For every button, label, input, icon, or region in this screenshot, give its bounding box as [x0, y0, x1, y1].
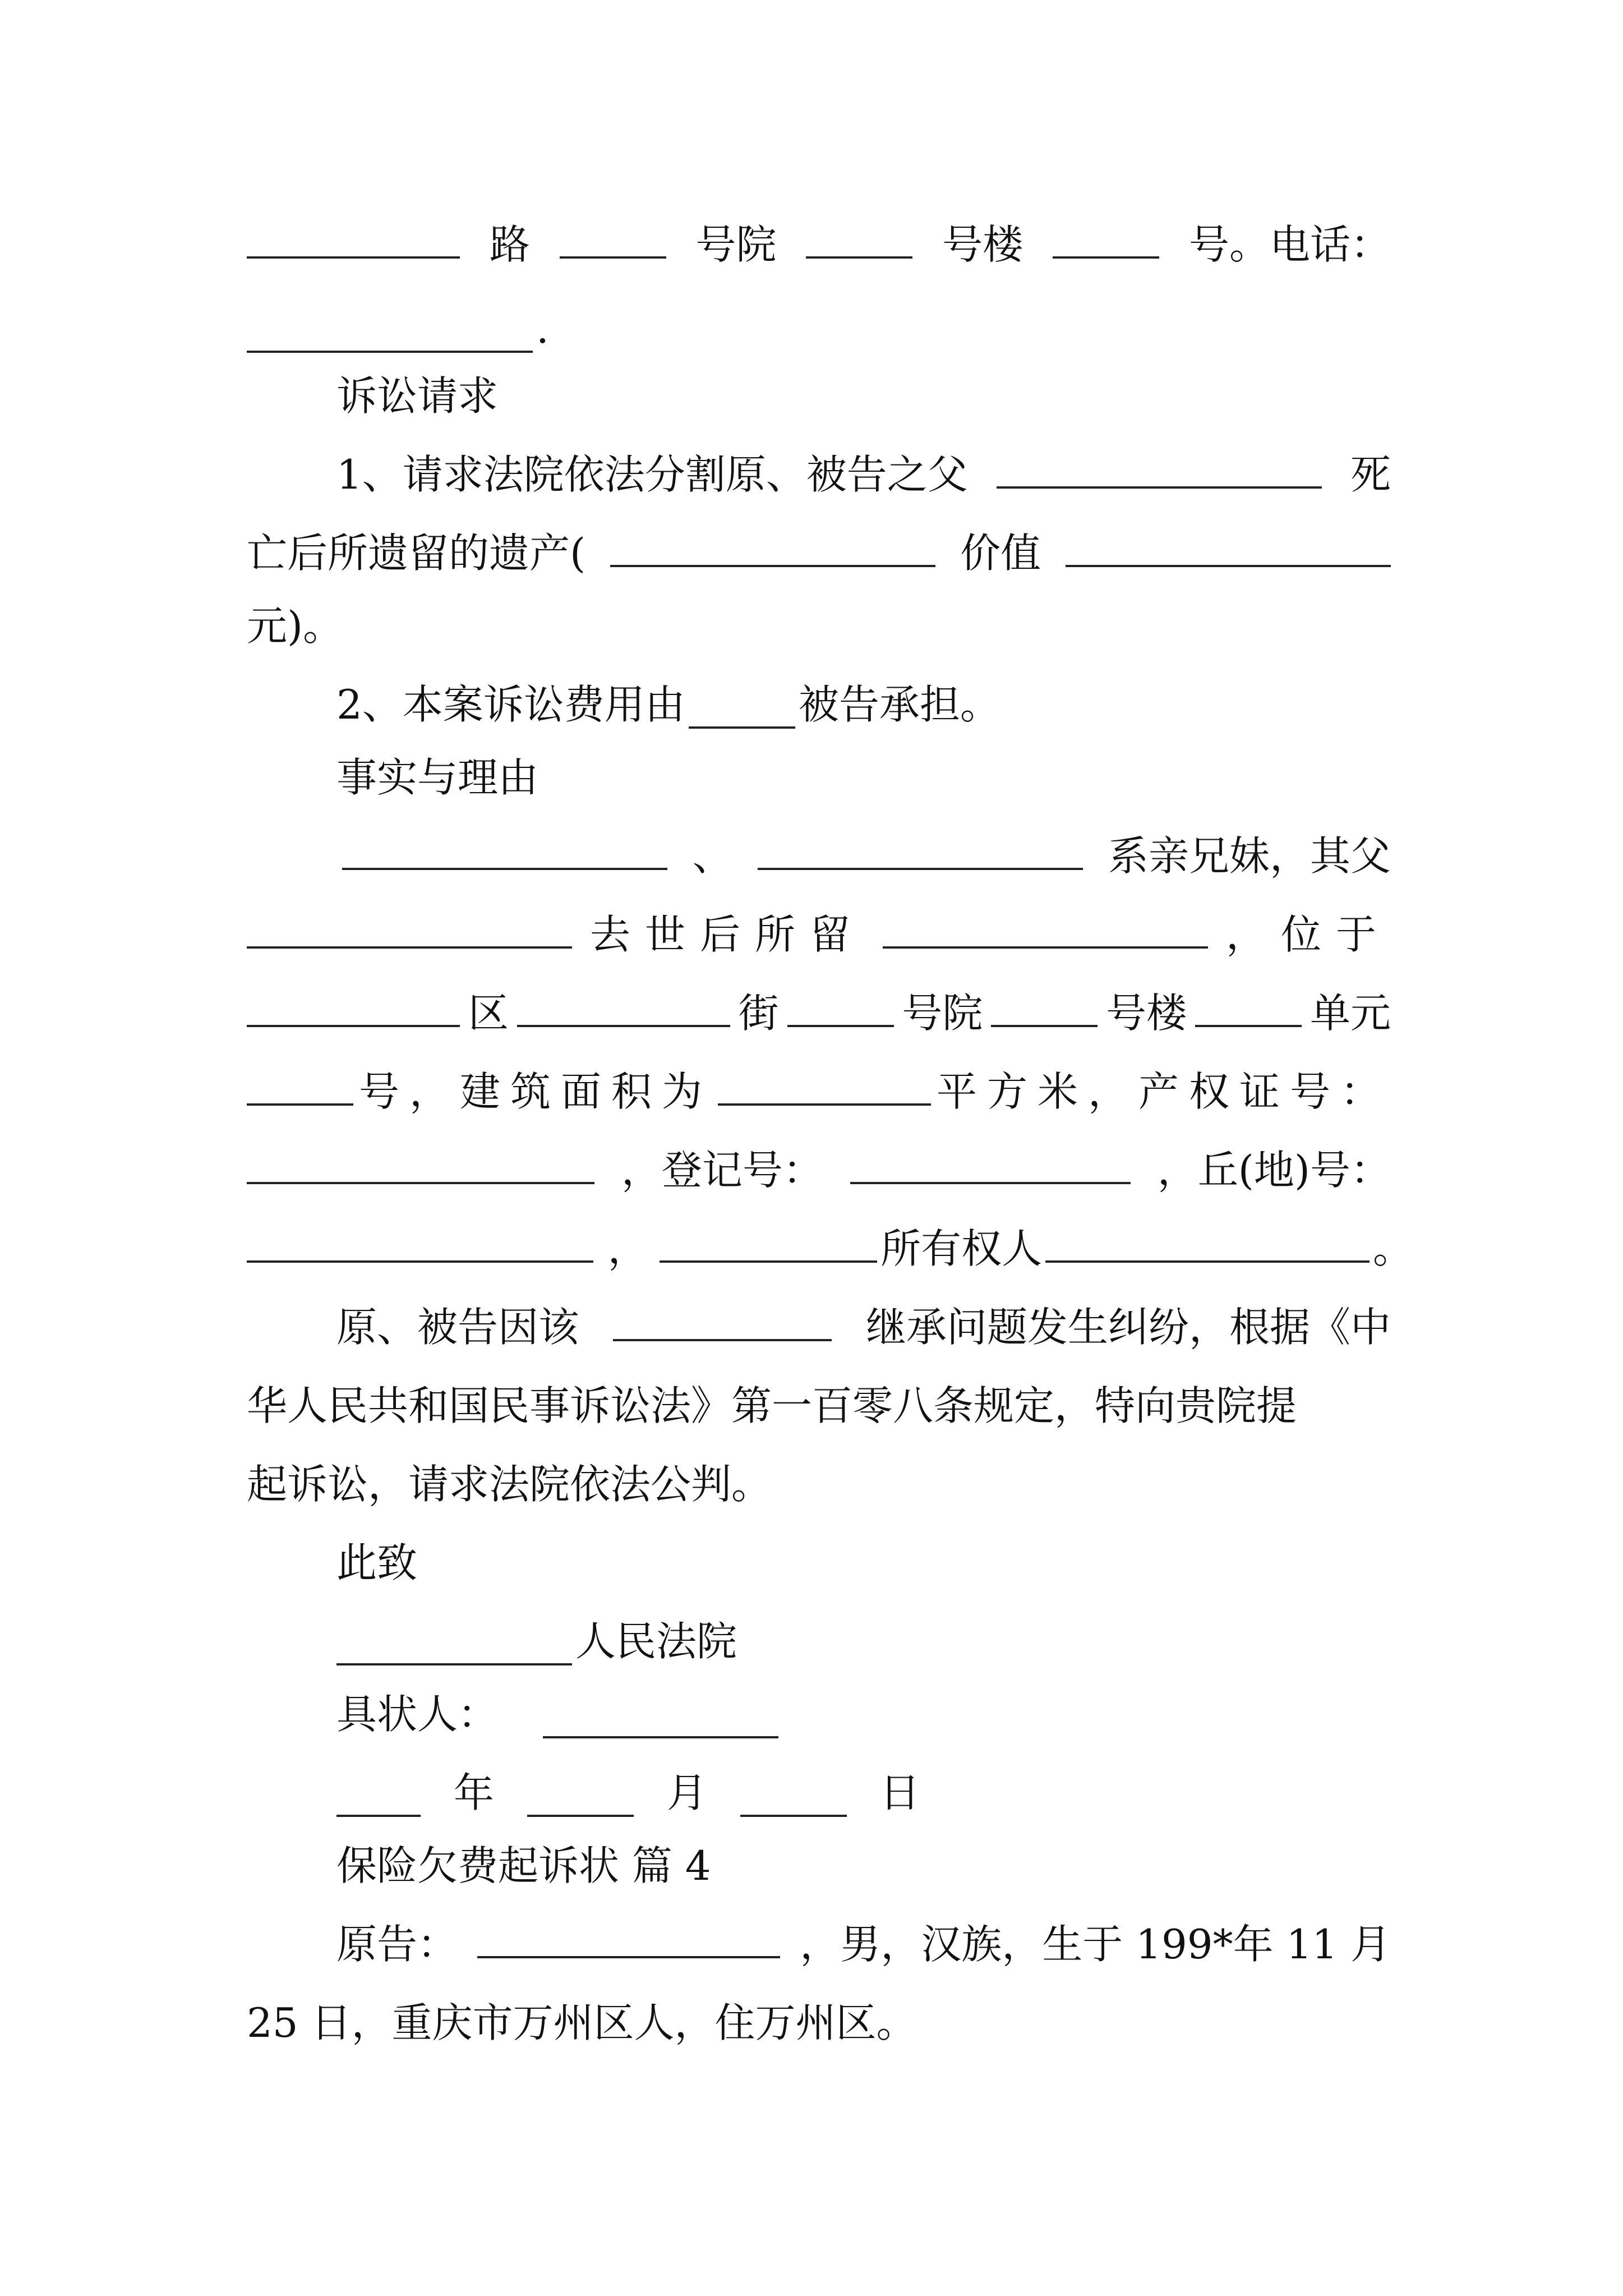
- text-segment: 继承问题发生纠纷，根据《中: [865, 1304, 1391, 1351]
- blank-field: [883, 946, 1208, 949]
- fact-line: 华人民共和国民事诉讼法》第一百零八条规定，特向贵院提: [247, 1382, 1297, 1429]
- text-segment: ，丘(地)号：: [1157, 1147, 1391, 1194]
- blank-field: [1045, 1260, 1370, 1263]
- text-segment: 号院: [695, 221, 777, 268]
- text-segment: 2、本案诉讼费用由: [336, 681, 685, 728]
- signature-line: [336, 1683, 1391, 1746]
- text-segment: 具状人：: [336, 1691, 499, 1738]
- blank-field: [247, 1025, 460, 1027]
- blank-field: [543, 1736, 778, 1738]
- claim-line: [336, 443, 1391, 506]
- fact-line: [247, 903, 1391, 966]
- address-line: [247, 213, 1391, 276]
- section-heading: 事实与理由: [336, 754, 539, 801]
- text-segment: ，位于: [1225, 911, 1391, 958]
- blank-field: [477, 1956, 780, 1958]
- blank-field: [1195, 1025, 1302, 1027]
- fact-line: [247, 1060, 1391, 1123]
- blank-field: [740, 1815, 847, 1817]
- blank-field: [247, 256, 460, 259]
- text-segment: 街: [738, 990, 779, 1037]
- text-segment: 号院: [902, 990, 983, 1037]
- blank-field: [610, 565, 935, 567]
- text-segment: ，: [607, 1225, 648, 1272]
- blank-field: [560, 256, 666, 259]
- text-segment: 年: [453, 1769, 494, 1816]
- text-segment: ，男，汉族，生于 199*年 11 月: [800, 1921, 1391, 1968]
- blank-field: [718, 1103, 931, 1106]
- blank-field: [997, 486, 1322, 489]
- court-line: [336, 1610, 1391, 1673]
- text-segment: 路: [489, 221, 530, 268]
- fact-line: [336, 1296, 1391, 1359]
- blank-field: [527, 1815, 634, 1817]
- blank-field: [336, 1815, 421, 1817]
- fact-line: [247, 1139, 1391, 1202]
- text-segment: 去世后所留: [589, 911, 865, 958]
- text-segment: 。: [1372, 1225, 1413, 1272]
- blank-field: [1053, 256, 1159, 259]
- claim-line: 元)。: [247, 602, 344, 650]
- text-segment: .: [536, 305, 549, 352]
- text-segment: 区: [468, 990, 509, 1037]
- blank-field: [850, 1182, 1131, 1184]
- text-segment: 平方米，产权证号：: [936, 1068, 1391, 1115]
- salutation: 此致: [336, 1539, 418, 1586]
- blank-field: [613, 1339, 832, 1341]
- plaintiff-line: [336, 1913, 1391, 1976]
- blank-field: [247, 1260, 593, 1263]
- text-segment: 月: [666, 1769, 707, 1816]
- section-heading: 保险欠费起诉状 篇 4: [336, 1842, 711, 1889]
- text-segment: 1、请求法院依法分割原、被告之父: [336, 451, 968, 498]
- blank-field: [336, 1663, 572, 1665]
- fact-line: [336, 825, 1391, 887]
- blank-field: [1066, 565, 1391, 567]
- fact-line: [247, 982, 1391, 1045]
- blank-field: [689, 726, 795, 729]
- text-segment: 所有权人: [880, 1225, 1043, 1272]
- text-segment: 号楼: [942, 221, 1023, 268]
- text-segment: 号楼: [1106, 990, 1187, 1037]
- blank-field: [806, 256, 912, 259]
- text-segment: 号。电话：: [1188, 221, 1391, 268]
- text-segment: 系亲兄妹，其父: [1108, 832, 1391, 880]
- blank-field: [247, 946, 572, 949]
- blank-field: [660, 1260, 878, 1263]
- section-heading: 诉讼请求: [336, 372, 499, 420]
- blank-field: [247, 1103, 353, 1106]
- text-segment: 价值: [960, 530, 1041, 577]
- fact-line: [247, 1217, 1413, 1280]
- text-segment: 原告：: [336, 1921, 458, 1968]
- fact-line: 起诉讼，请求法院依法公判。: [247, 1461, 772, 1508]
- text-segment: 死: [1350, 451, 1391, 498]
- claim-line: [247, 522, 1391, 585]
- text-segment: 被告承担。: [798, 681, 1000, 728]
- blank-field: [787, 1025, 894, 1027]
- phone-line: [247, 297, 1391, 360]
- blank-field: [342, 868, 667, 870]
- text-segment: ，登记号：: [621, 1147, 823, 1194]
- plaintiff-line: 25 日，重庆市万州区人，住万州区。: [247, 1999, 917, 2046]
- text-segment: 号，建筑面积为: [358, 1068, 712, 1115]
- date-line: [336, 1761, 1391, 1824]
- blank-field: [517, 1025, 730, 1027]
- blank-field: [247, 351, 533, 353]
- blank-field: [991, 1025, 1098, 1027]
- text-segment: 日: [879, 1769, 920, 1816]
- text-segment: 人民法院: [575, 1618, 737, 1665]
- blank-field: [758, 868, 1083, 870]
- blank-field: [247, 1182, 594, 1184]
- text-segment: 、: [692, 832, 733, 880]
- text-segment: 亡后所遗留的遗产(: [247, 530, 586, 577]
- claim-line: [336, 673, 1391, 736]
- text-segment: 单元: [1310, 990, 1391, 1037]
- text-segment: 原、被告因该: [336, 1304, 579, 1351]
